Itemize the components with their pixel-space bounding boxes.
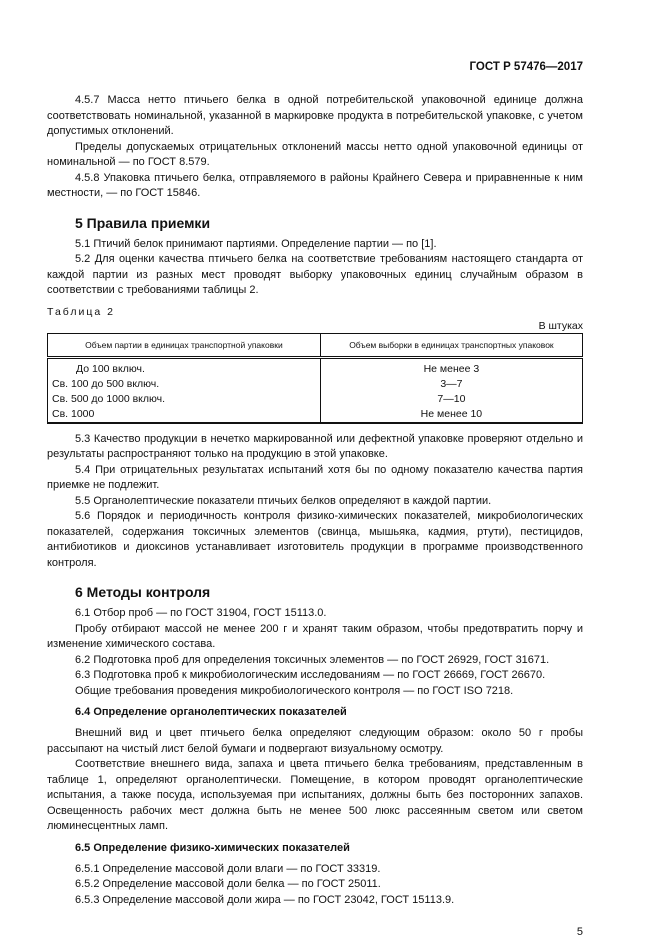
subsection-6-4-text — [47, 726, 583, 835]
paragraph: 6.1 Отбор проб — по ГОСТ 31904, ГОСТ 15113.0. — [75, 607, 327, 619]
paragraph: 6.5.1 Определение массовой доли влаги — по ГОСТ 33319. — [75, 862, 381, 875]
paragraph: 5.2 Для оценки качества птичьего белка на соответствие требованиям настоящего стандарта от каждой партии из разных мест проводят выборку упаковочных единиц случайным образом в соответствии с требованиями таблицы 2. — [47, 253, 583, 296]
paragraph: 4.5.8 Упаковка птичьего белка, отправляемого в районы Крайнего Севера и приравненные к ним местности, — по ГОСТ 15846. — [47, 171, 583, 199]
paragraph: Внешний вид и цвет птичьего белка определяют следующим образом: около 50 г пробы рассыпают на чистый лист белой бумаги и подвергают визуальному осмотру. — [47, 727, 583, 755]
table-cell: Св. 500 до 1000 включ. — [48, 392, 321, 407]
table-caption: Таблица 2 — [47, 305, 115, 318]
paragraph: 5.3 Качество продукции в нечетко маркированной или дефектной упаковке проверяют отдельно и результаты распространяют только на продукцию в этой упаковке. — [47, 432, 583, 460]
section-5-intro — [47, 237, 583, 299]
table-cell: Не менее 3 — [320, 357, 582, 377]
table-header-row — [48, 333, 583, 357]
table-cell: 7—10 — [320, 392, 582, 407]
subsection-6-5-heading: 6.5 Определение физико-химических показателей — [75, 841, 350, 854]
section-6-text — [47, 606, 583, 699]
section-6-heading: 6 Методы контроля — [75, 584, 211, 600]
page-number: 5 — [576, 926, 583, 938]
paragraph: 6.5.3 Определение массовой доли жира — по ГОСТ 23042, ГОСТ 15113.9. — [75, 893, 455, 906]
paragraph: 5.4 При отрицательных результатах испытаний хотя бы по одному показателю качества партия приемке не подлежит. — [47, 463, 583, 491]
table-unit: В штуках — [538, 319, 583, 332]
paragraph: Пробу отбирают массой не менее 200 г и хранят таким образом, чтобы предотвратить порчу и изменение химического состава. — [47, 622, 583, 650]
paragraph: 5.5 Органолептические показатели птичьих белков определяют в каждой партии. — [75, 494, 492, 507]
paragraph: Общие требования проведения микробиологического контроля — по ГОСТ ISO 7218. — [75, 684, 514, 697]
paragraph: 6.5.2 Определение массовой доли белка — по ГОСТ 25011. — [75, 878, 381, 890]
table-row — [48, 392, 583, 407]
document-id: ГОСТ Р 57476—2017 — [469, 61, 583, 73]
page-content — [47, 93, 583, 938]
section-4-text — [47, 93, 583, 202]
table-cell: Св. 100 до 500 включ. — [48, 377, 321, 392]
table-row — [48, 357, 583, 377]
table-row — [48, 377, 583, 392]
paragraph: 5.1 Птичий белок принимают партиями. Определение партии — по [1]. — [75, 237, 437, 250]
column-header: Объем выборки в единицах транспортных упаковок — [320, 333, 582, 357]
paragraph: 6.2 Подготовка проб для определения токсичных элементов — по ГОСТ 26929, ГОСТ 31671. — [75, 653, 550, 666]
table-cell: Не менее 10 — [320, 407, 582, 423]
table-cell: Св. 1000 — [48, 407, 321, 423]
column-header: Объем партии в единицах транспортной упаковки — [48, 333, 321, 357]
paragraph: Пределы допускаемых отрицательных отклонений массы нетто одной упаковочной единицы от номинальной — по ГОСТ 8.579. — [47, 140, 583, 168]
paragraph: 6.3 Подготовка проб к микробиологическим исследованиям — по ГОСТ 26669, ГОСТ 26670. — [75, 669, 546, 681]
sampling-table — [47, 333, 583, 424]
subsection-6-5-text — [47, 862, 583, 909]
table-cell: До 100 включ. — [48, 357, 321, 377]
section-5-heading: 5 Правила приемки — [75, 214, 211, 231]
table-row — [48, 407, 583, 423]
section-5-text — [47, 432, 583, 572]
table-cell: 3—7 — [320, 377, 582, 392]
subsection-6-4-heading: 6.4 Определение органолептических показателей — [75, 706, 347, 718]
paragraph: Соответствие внешнего вида, запаха и цвета птичьего белка требованиям, представленным в таблице 1, определяют органолептически. Помещение, в котором проводят органолептические испытания, а также посуда, используемая при испытаниях, должны быть без посторонних запахов. Освещенность рабочих мест должна быть не менее 500 люкс рассеянным светом или светом люминесцентных ламп. — [47, 758, 583, 832]
paragraph: 5.6 Порядок и периодичность контроля физико-химических показателей, микробиологических показателей, содержания токсичных элементов (свинца, мышьяка, кадмия, ртути), пестицидов, антибиотиков и диоксинов устанавливает изготовитель продукции в программе производственного контроля. — [47, 510, 583, 569]
paragraph: 4.5.7 Масса нетто птичьего белка в одной потребительской упаковочной единице должна соответствовать номинальной, указанной в маркировке продукта в потребительской упаковке, с учетом допустимых отклонений. — [47, 94, 583, 137]
